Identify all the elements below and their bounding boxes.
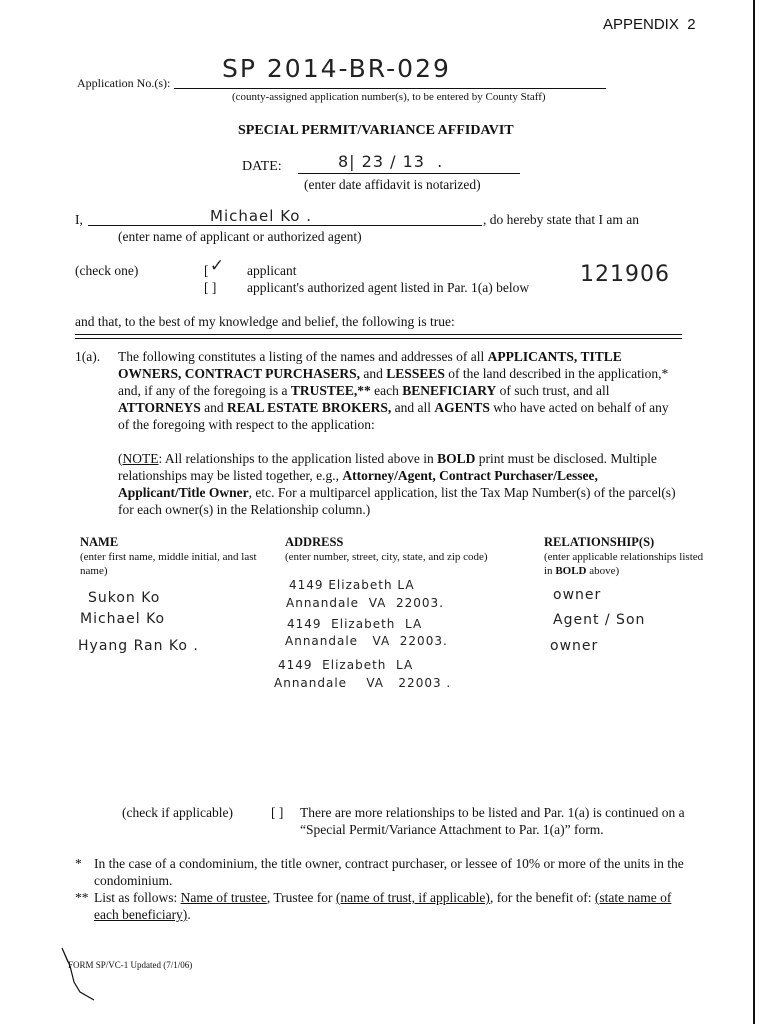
pen-scribble-mark xyxy=(56,942,106,1004)
row-3-address-line1[interactable]: 4149 Elizabeth LA xyxy=(278,658,414,672)
applicant-checkbox[interactable] xyxy=(204,256,227,279)
section-divider xyxy=(75,334,682,339)
application-number-label: Application No.(s): xyxy=(77,76,171,90)
intro-hint: (enter name of applicant or authorized agent) xyxy=(118,229,362,244)
appendix-label: APPENDIX 2 xyxy=(603,16,696,33)
footnote-1-text: In the case of a condominium, the title owner, contract purchaser, or lessee of 10% or more of the units in the condominium. xyxy=(94,856,684,888)
knowledge-statement: and that, to the best of my knowledge and belief, the following is true: xyxy=(75,314,455,329)
application-number-value[interactable]: SP 2014-BR-029 xyxy=(222,54,451,83)
applicant-option-label: applicant xyxy=(247,263,297,278)
date-hint: (enter date affidavit is notarized) xyxy=(304,177,481,192)
address-column-header: ADDRESS (enter number, street, city, state, and zip code) xyxy=(285,535,488,563)
application-number-hint: (county-assigned application number(s), to be entered by County Staff) xyxy=(232,91,546,103)
checkbox-open: [ xyxy=(204,263,209,278)
para-1a-text: The following constitutes a listing of the names and addresses of all APPLICANTS, TITLE OWNERS, CONTRACT PURCHASERS, and LESSEES of the land described in the application,* and, if any of the foregoing is a TRUSTEE,** each BENEFICIARY of such trust, and all ATTORNEYS and REAL ESTATE BROKERS, and all AGENTS who have acted on behalf of any of the foregoing with respect to the application: xyxy=(118,349,669,432)
scan-edge-line xyxy=(753,0,755,1024)
date-line xyxy=(298,173,520,174)
row-2-name[interactable]: Michael Ko xyxy=(80,611,166,627)
handwritten-stamp-number: 121906 xyxy=(580,262,670,287)
date-label: DATE: xyxy=(242,159,282,174)
footnote-1-mark: * xyxy=(75,856,82,871)
note-text: (NOTE: All relationships to the application listed above in BOLD print must be disclosed. Multiple relationships may be listed together, e.g., Attorney/Agent, Contract Purchaser/Lessee, Applicant/Title Owner, etc. For a multiparcel application, list the Tax Map Number(s) of the parcel(s) for each owner(s) in the Relationship column.) xyxy=(118,451,676,517)
checkmark-icon: ✓ xyxy=(209,256,226,276)
row-2-address-line2[interactable]: Annandale VA 22003. xyxy=(285,634,448,648)
footnote-2-mark: ** xyxy=(75,890,89,905)
check-if-applicable-label: (check if applicable) xyxy=(122,805,233,820)
form-identifier: FORM SP/VC-1 Updated (7/1/06) xyxy=(68,960,193,970)
agent-checkbox[interactable]: [ ] xyxy=(204,280,217,295)
para-number: 1(a). xyxy=(75,349,101,364)
row-2-relationship[interactable]: Agent / Son xyxy=(553,612,646,628)
row-2-address-line1[interactable]: 4149 Elizabeth LA xyxy=(287,617,423,631)
row-1-relationship[interactable]: owner xyxy=(553,587,602,603)
applicant-name-line xyxy=(88,225,482,226)
application-number-line xyxy=(174,88,606,89)
page-title: SPECIAL PERMIT/VARIANCE AFFIDAVIT xyxy=(238,123,514,138)
intro-suffix: , do hereby state that I am an xyxy=(483,212,639,227)
footnote-2-text: List as follows: Name of trustee, Trustee for (name of trust, if applicable), for the benefit of: (state name of each beneficiary). xyxy=(94,890,672,922)
relationship-column-header: RELATIONSHIP(S) (enter applicable relationships listed in BOLD above) xyxy=(544,535,704,577)
agent-option-label: applicant's authorized agent listed in Par. 1(a) below xyxy=(247,280,530,295)
row-1-address-line1[interactable]: 4149 Elizabeth LA xyxy=(289,578,415,592)
check-one-label: (check one) xyxy=(75,263,139,278)
intro-prefix: I, xyxy=(75,212,83,227)
continuation-checkbox[interactable]: [ ] xyxy=(271,805,284,820)
row-1-name[interactable]: Sukon Ko xyxy=(88,590,161,606)
row-3-relationship[interactable]: owner xyxy=(550,638,599,654)
name-column-header: NAME (enter first name, middle initial, and last name) xyxy=(80,535,257,577)
continuation-text: There are more relationships to be listed and Par. 1(a) is continued on a “Special Permit/Variance Attachment to Par. 1(a)” form. xyxy=(300,805,685,837)
row-1-address-line2[interactable]: Annandale VA 22003. xyxy=(286,596,444,610)
row-3-name[interactable]: Hyang Ran Ko . xyxy=(78,638,199,654)
row-3-address-line2[interactable]: Annandale VA 22003 . xyxy=(274,676,452,690)
applicant-name-value[interactable]: Michael Ko . xyxy=(210,207,313,225)
date-value[interactable]: 8| 23 / 13 . xyxy=(338,152,444,171)
